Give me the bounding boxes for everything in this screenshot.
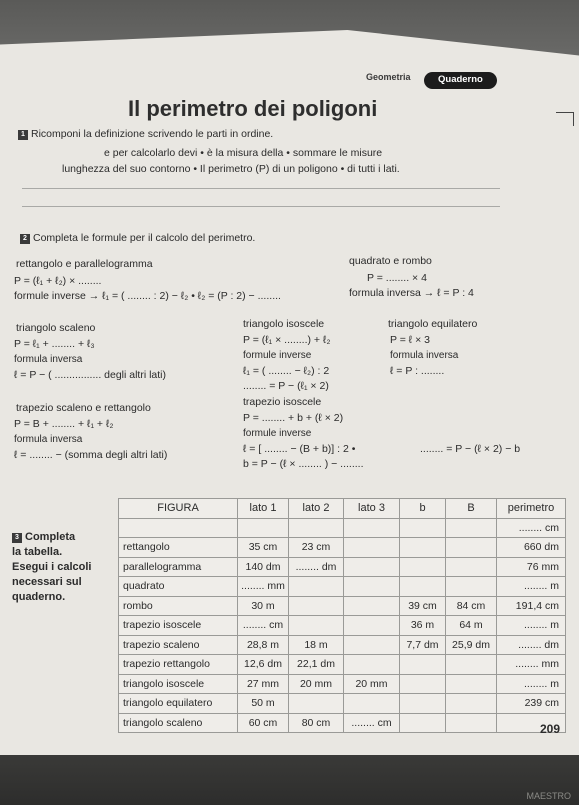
perimeter-cell: 239 cm (497, 694, 566, 714)
value-cell: ........ dm (289, 557, 344, 577)
value-cell (344, 518, 400, 538)
value-cell (400, 674, 446, 694)
background-bottom (0, 755, 579, 805)
page-number: 209 (540, 722, 561, 736)
value-cell: 20 mm (289, 674, 344, 694)
header-lato-1: lato 1 (238, 499, 289, 519)
value-cell (289, 596, 344, 616)
equilateral-title: triangolo equilatero (388, 318, 478, 330)
figure-name-cell: trapezio rettangolo (119, 655, 238, 675)
isosceles-inv-label: formule inverse (243, 350, 312, 361)
value-cell (344, 694, 400, 714)
figure-name-cell: triangolo isoscele (119, 674, 238, 694)
trap-isosceles-inverse-2: b = P − (ℓ × ........ ) − ........ (243, 458, 364, 470)
figure-name-cell: rombo (119, 596, 238, 616)
value-cell: 80 cm (289, 713, 344, 733)
value-cell (289, 518, 344, 538)
perimeter-cell: 76 mm (497, 557, 566, 577)
value-cell: ........ mm (238, 577, 289, 597)
table-row (119, 713, 566, 733)
value-cell: 50 m (238, 694, 289, 714)
value-cell: 12,6 dm (238, 655, 289, 675)
table-row (119, 557, 566, 577)
exercise-3-instruction: 3 Completa la tabella. Esegui i calcoli necessari sul quaderno. (12, 531, 92, 603)
trapezoid-inv-label: formula inversa (14, 434, 83, 445)
corner-watermark: MAESTRO (526, 791, 571, 801)
value-cell (446, 557, 497, 577)
square-formula: P = ........ × 4 (367, 272, 427, 284)
table-row (119, 655, 566, 675)
value-cell: 25,9 dm (446, 635, 497, 655)
scalene-inverse: ℓ = P − ( ................ degli altri lati) (14, 369, 167, 381)
figure-name-cell: trapezio scaleno (119, 635, 238, 655)
figure-name-cell: parallelogramma (119, 557, 238, 577)
perimeter-cell: 660 dm (497, 538, 566, 558)
scalene-title: triangolo scaleno (16, 322, 96, 334)
trap-isosceles-inverse-1: ℓ = [ ........ − (B + b)] : 2 • (243, 443, 356, 455)
perimeter-cell: ........ dm (497, 635, 566, 655)
value-cell (446, 694, 497, 714)
writing-line-1 (22, 188, 500, 189)
exercise-number: 2 (20, 234, 30, 244)
value-cell: 140 dm (238, 557, 289, 577)
square-inverse: formula inversa → ℓ = P : 4 (349, 287, 474, 299)
value-cell (400, 655, 446, 675)
value-cell: 27 mm (238, 674, 289, 694)
value-cell (344, 538, 400, 558)
value-cell (344, 655, 400, 675)
value-cell: 18 m (289, 635, 344, 655)
value-cell: 36 m (400, 616, 446, 636)
table-row (119, 694, 566, 714)
value-cell (446, 655, 497, 675)
perimeter-cell: ........ mm (497, 655, 566, 675)
equilateral-formula: P = ℓ × 3 (390, 334, 430, 346)
value-cell (400, 557, 446, 577)
header-b: b (400, 499, 446, 519)
value-cell: 84 cm (446, 596, 497, 616)
scalene-inv-label: formula inversa (14, 354, 83, 365)
perimeter-cell: ........ cm (497, 518, 566, 538)
value-cell (400, 538, 446, 558)
tag-geometria: Geometria (366, 72, 411, 82)
header-perimetro: perimetro (497, 499, 566, 519)
value-cell (400, 713, 446, 733)
rect-inverse: formule inverse → ℓ₁ = ( ........ : 2) − ℓ₂ • ℓ₂ = (P : 2) − ........ (14, 290, 281, 302)
trapezoid-title: trapezio scaleno e rettangolo (16, 402, 151, 414)
isosceles-formula: P = (ℓ₁ × ........) + ℓ₂ (243, 334, 331, 346)
perimeter-cell: ........ m (497, 577, 566, 597)
trap-isosceles-title: trapezio isoscele (243, 396, 322, 408)
perimeter-cell: ........ m (497, 674, 566, 694)
value-cell: 30 m (238, 596, 289, 616)
figure-name-cell (119, 518, 238, 538)
page-title: Il perimetro dei poligoni (128, 96, 378, 121)
value-cell: 35 cm (238, 538, 289, 558)
value-cell (400, 694, 446, 714)
equilateral-inv-label: formula inversa (390, 350, 459, 361)
equilateral-inverse: ℓ = P : ........ (390, 365, 445, 377)
exercise-1-instruction: 1 Ricomponi la definizione scrivendo le parti in ordine. (18, 128, 273, 140)
value-cell (344, 596, 400, 616)
value-cell (344, 635, 400, 655)
scalene-formula: P = ℓ₁ + ........ + ℓ₃ (14, 338, 95, 350)
value-cell (344, 557, 400, 577)
table-header-row (119, 499, 566, 519)
header-lato-2: lato 2 (289, 499, 344, 519)
value-cell (344, 616, 400, 636)
figure-name-cell: quadrato (119, 577, 238, 597)
value-cell: 28,8 m (238, 635, 289, 655)
value-cell (289, 694, 344, 714)
exercise-2-instruction: 2 Completa le formule per il calcolo del perimetro. (20, 232, 255, 244)
value-cell: ........ cm (238, 616, 289, 636)
value-cell: 7,7 dm (400, 635, 446, 655)
isosceles-inverse-1: ℓ₁ = ( ........ − ℓ₂) : 2 (243, 365, 330, 377)
value-cell: 60 cm (238, 713, 289, 733)
perimeter-cell: ........ m (497, 616, 566, 636)
margin-bracket-icon (556, 112, 574, 126)
exercise-number: 1 (18, 130, 28, 140)
perimeter-cell: 191,4 cm (497, 596, 566, 616)
exercise-number: 3 (12, 533, 22, 543)
header-figura: FIGURA (119, 499, 238, 519)
value-cell: 39 cm (400, 596, 446, 616)
figure-name-cell: triangolo equilatero (119, 694, 238, 714)
figure-name-cell: trapezio isoscele (119, 616, 238, 636)
value-cell: 64 m (446, 616, 497, 636)
value-cell: 20 mm (344, 674, 400, 694)
value-cell: ........ cm (344, 713, 400, 733)
header-B: B (446, 499, 497, 519)
tag-quaderno: Quaderno (424, 72, 497, 89)
square-title: quadrato e rombo (349, 255, 432, 267)
value-cell (238, 518, 289, 538)
trapezoid-inverse: ℓ = ........ − (somma degli altri lati) (14, 449, 168, 461)
isosceles-title: triangolo isoscele (243, 318, 325, 330)
figure-name-cell: triangolo scaleno (119, 713, 238, 733)
table-row (119, 518, 566, 538)
perimeter-table (118, 498, 566, 733)
table-row (119, 538, 566, 558)
value-cell (446, 518, 497, 538)
value-cell (446, 577, 497, 597)
rect-formula: P = (ℓ₁ + ℓ₂) × ........ (14, 275, 102, 287)
figure-name-cell: rettangolo (119, 538, 238, 558)
trap-isosceles-formula: P = ........ + b + (ℓ × 2) (243, 412, 344, 424)
value-cell (446, 674, 497, 694)
writing-line-2 (22, 206, 500, 207)
header-lato-3: lato 3 (344, 499, 400, 519)
value-cell: 22,1 dm (289, 655, 344, 675)
value-cell (400, 577, 446, 597)
value-cell (446, 538, 497, 558)
table-row (119, 674, 566, 694)
scrambled-line-2: lunghezza del suo contorno • Il perimetro (P) di un poligono • di tutti i lati. (62, 163, 400, 175)
trap-isosceles-inv-label: formule inverse (243, 428, 312, 439)
scrambled-line-1: e per calcolarlo devi • è la misura della • sommare le misure (104, 147, 383, 159)
table-row (119, 635, 566, 655)
isosceles-inverse-2: ........ = P − (ℓ₁ × 2) (243, 380, 329, 392)
trap-isosceles-inverse-1b: ........ = P − (ℓ × 2) − b (420, 443, 521, 455)
trapezoid-formula: P = B + ........ + ℓ₁ + ℓ₂ (14, 418, 114, 430)
rect-title: rettangolo e parallelogramma (16, 258, 153, 270)
table-row (119, 577, 566, 597)
value-cell (344, 577, 400, 597)
value-cell (289, 616, 344, 636)
table-row (119, 596, 566, 616)
table-row (119, 616, 566, 636)
value-cell: 23 cm (289, 538, 344, 558)
value-cell (400, 518, 446, 538)
value-cell (446, 713, 497, 733)
value-cell (289, 577, 344, 597)
